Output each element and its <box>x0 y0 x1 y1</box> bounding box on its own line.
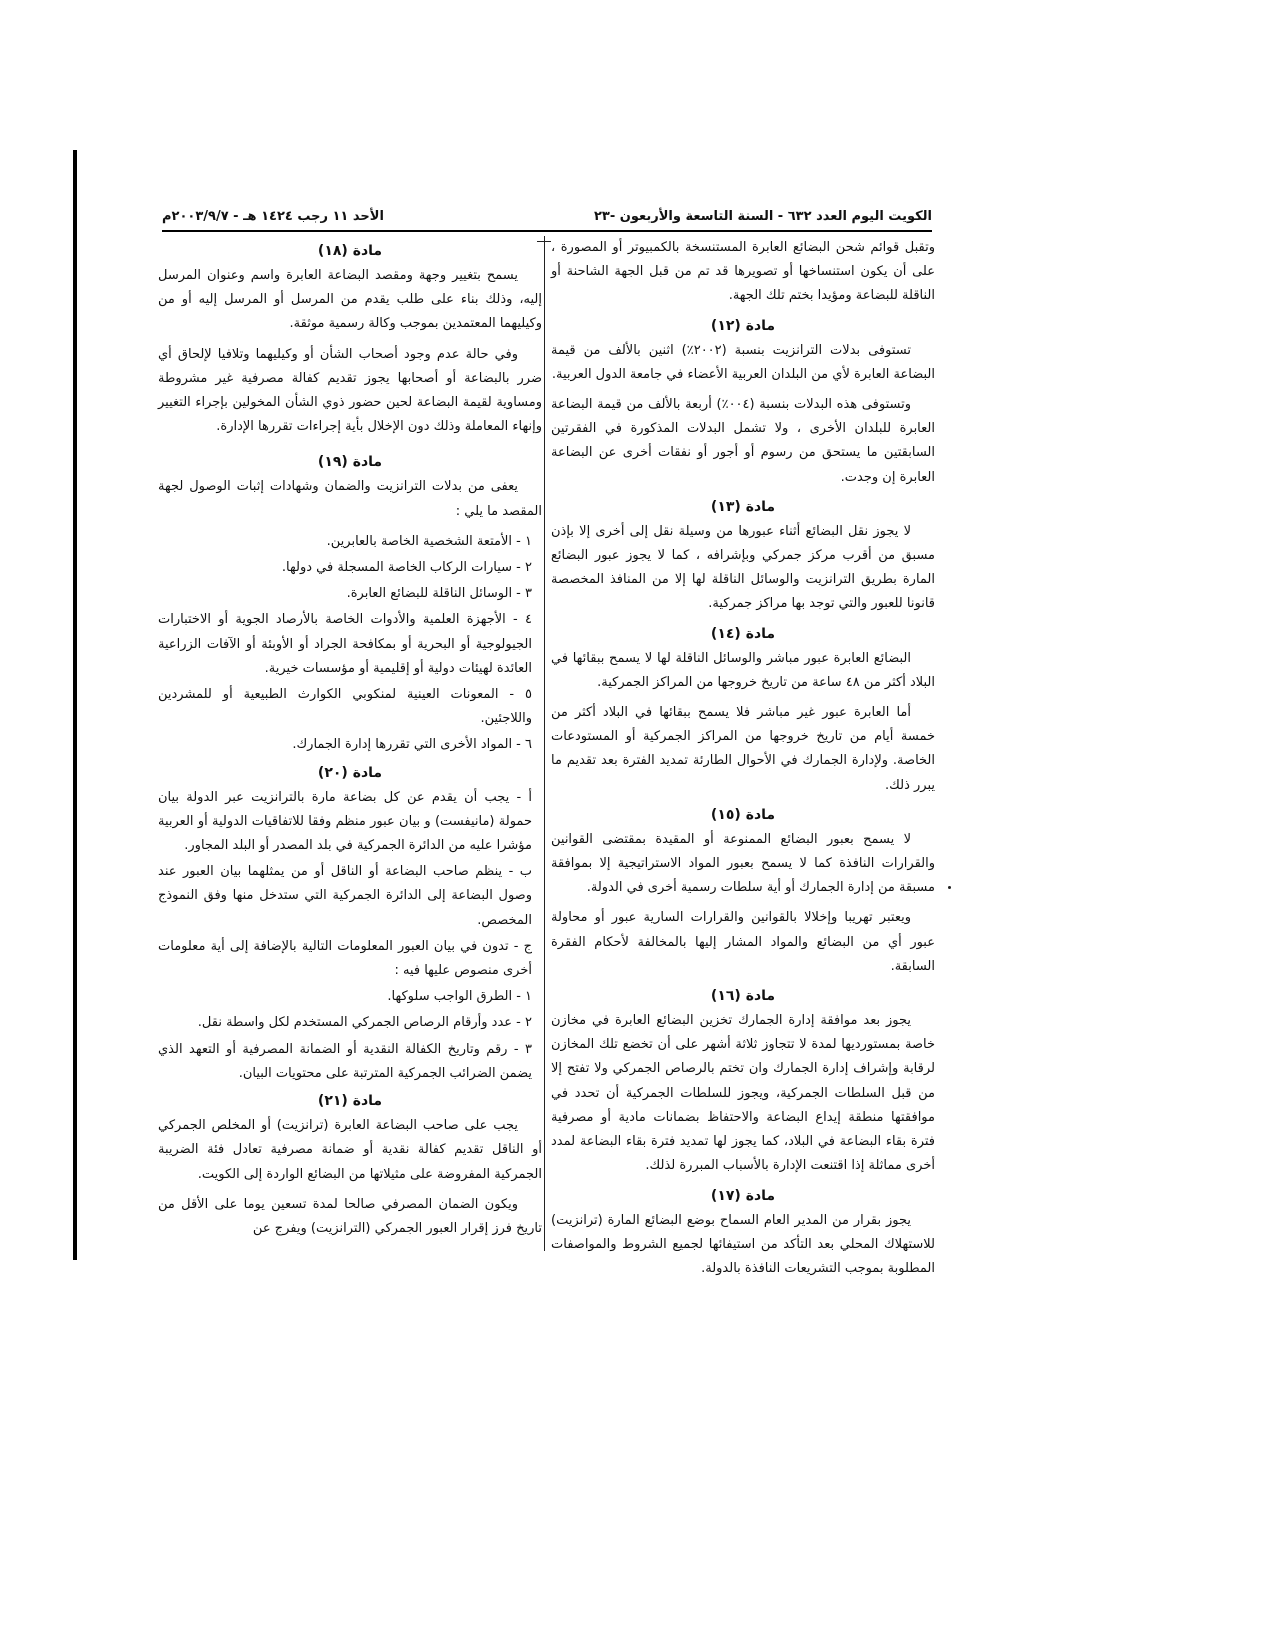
paragraph: تستوفى بدلات الترانزيت بنسبة (٢٠٠٢٪) اثنين بالألف من قيمة البضاعة العابرة لأي من البلدان العربية الأعضاء في جامعة الدول العربية. <box>551 342 935 382</box>
list-item: ب - ينظم صاحب البضاعة أو الناقل أو من يمثلهما بيان العبور عند وصول البضاعة إلى الدائرة الجمركية التي ستدخل منها وفق النموذج المخصص. <box>158 864 532 928</box>
list-item: ٢ - عدد وأرقام الرصاص الجمركي المستخدم لكل واسطة نقل. <box>197 1015 532 1031</box>
list-item: أ - يجب أن يقدم عن كل بضاعة مارة بالترانزيت عبر الدولة بيان حمولة (مانيفست) و بيان عبور منظم وفقا للاتفاقيات الدولية أو العربية مؤشرا عليه من الدائرة الجمركية في بلد المصدر أو البلد المجاور. <box>158 789 532 854</box>
list-item: ٣ - الوسائل الناقلة للبضائع العابرة. <box>346 586 532 602</box>
article-title: مادة (٢١) <box>317 1093 383 1110</box>
header-date: الأحد ١١ رجب ١٤٢٤ هـ - ٢٠٠٣/٩/٧م <box>162 208 384 224</box>
right-column <box>551 236 935 1276</box>
paragraph: يجوز بعد موافقة إدارة الجمارك تخزين البضائع العابرة في مخازن خاصة بمستورديها لمدة لا تتجاوز ثلاثة أشهر على أن تخضع تلك المخازن لرقابة وإشراف إدارة الجمارك وان تختم بالرصاص الجمركي ولا تفتح إلا من قبل السلطات الجمركية، ويجوز للسلطات الجمركية أن تحدد في موافقتها منطقة إيداع البضاعة والاحتفاظ بضمانات مادية أو مصرفية فترة بقاء البضاعة في البلاد، كما يجوز لها تمديد فترة بقاء البضاعة لمدد أخرى مماثلة إذا اقتنعت الإدارة بالأسباب المبررة لذلك. <box>551 1013 935 1174</box>
article-title: مادة (١٢) <box>710 317 776 334</box>
paragraph: يسمح بتغيير وجهة ومقصد البضاعة العابرة واسم وعنوان المرسل إليه، وذلك بناء على طلب يقدم من المرسل أو المرسل إليه أو من وكيليهما المعتمدين بموجب وكالة رسمية موثقة. <box>158 268 542 332</box>
paragraph: ويعتبر تهريبا وإخلالا بالقوانين والقرارات السارية عبور أو محاولة عبور أي من البضائع والمواد المشار إليها بالمخالفة لأحكام الفقرة السابقة. <box>551 910 935 974</box>
binding-edge-bar <box>73 150 77 1260</box>
list-item: ٥ - المعونات العينية لمنكوبي الكوارث الطبيعية أو للمشردين واللاجئين. <box>158 687 532 727</box>
list-item: ٦ - المواد الأخرى التي تقررها إدارة الجمارك. <box>292 737 532 753</box>
article-title: مادة (٢٠) <box>317 764 383 781</box>
article-title: مادة (١٣) <box>710 498 776 515</box>
paragraph: لا يجوز نقل البضائع أثناء عبورها من وسيلة نقل إلى أخرى إلا بإذن مسبق من أقرب مركز جمركي وبإشرافه ، كما لا يجوز عبور البضائع المارة بطريق الترانزيت والوسائل الناقلة لها إلا من المنافذ المخصصة قانونا للعبور والتي توجد بها مراكز جمركية. <box>551 523 935 612</box>
paragraph: وتستوفى هذه البدلات بنسبة (٠٠٤٪) أربعة بالألف من قيمة البضاعة العابرة للبلدان الأخرى ، ولا تشمل البدلات المذكورة في الفقرتين السابقتين ما يستحق من رسوم أو أجور أو نفقات أخرى عن البضاعة العابرة إن وجدت. <box>551 397 935 485</box>
list-item: ١ - الأمتعة الشخصية الخاصة بالعابرين. <box>326 533 532 549</box>
list-item: ٣ - رقم وتاريخ الكفالة النقدية أو الضمانة المصرفية أو التعهد الذي يضمن الضرائب الجمركية المترتبة على محتويات البيان. <box>158 1041 532 1081</box>
article-title: مادة (١٦) <box>710 988 776 1005</box>
article-title: مادة (١٧) <box>710 1187 776 1204</box>
article-title: مادة (١٤) <box>710 625 776 642</box>
header-issue-info: الكويت اليوم العدد ٦٣٢ - السنة التاسعة والأربعون -٢٣ <box>593 208 932 224</box>
left-column <box>158 236 542 1256</box>
article-title: مادة (١٨) <box>317 243 383 259</box>
paragraph: ويكون الضمان المصرفي صالحا لمدة تسعين يوما على الأقل من تاريخ فرز إقرار العبور الجمركي (الترانزيت) ويفرج عن <box>158 1196 542 1236</box>
list-item: ٤ - الأجهزة العلمية والأدوات الخاصة بالأرصاد الجوية أو الاختبارات الجيولوجية أو البحرية أو بمكافحة الجراد أو الأوبئة أو الآفات الزراعية العائدة لهيئات دولية أو إقليمية أو مؤسسات خيرية. <box>158 612 532 676</box>
article-title: مادة (١٩) <box>317 454 383 471</box>
header-rule <box>162 230 932 232</box>
page-header <box>162 206 932 226</box>
list-item: ١ - الطرق الواجب سلوكها. <box>387 989 532 1005</box>
paragraph: وفي حالة عدم وجود أصحاب الشأن أو وكيليهما وتلافيا لإلحاق أي ضرر بالبضاعة أو أصحابها يجوز تقديم كفالة مصرفية غير مشروطة ومساوية لقيمة البضاعة لحين حضور ذوي الشأن المخولين بإجراء التغيير وإنهاء المعاملة وذلك دون الإخلال بأية إجراءات تقررها الإدارة. <box>158 346 542 435</box>
margin-mark <box>948 886 951 889</box>
paragraph: البضائع العابرة عبور مباشر والوسائل الناقلة لها لا يسمح ببقائها في البلاد أكثر من ٤٨ ساعة من تاريخ خروجها من المراكز الجمركية. <box>551 650 935 690</box>
article-title: مادة (١٥) <box>710 806 776 823</box>
paragraph: أما العابرة عبور غير مباشر فلا يسمح ببقائها في البلاد أكثر من خمسة أيام من تاريخ خروجها من المراكز الجمركية أو المستودعات الخاصة. ولإدارة الجمارك في الأحوال الطارئة تمديد الفترة بعد تقديم ما يبرر ذلك. <box>551 705 935 793</box>
paragraph: لا يسمح بعبور البضائع الممنوعة أو المقيدة بمقتضى القوانين والقرارات النافذة كما لا يسمح بعبور المواد الاستراتيجية إلا بموافقة مسبقة من إدارة الجمارك أو أية سلطات رسمية أخرى في الدولة. <box>551 831 935 896</box>
paragraph: يعفى من بدلات الترانزيت والضمان وشهادات إثبات الوصول لجهة المقصد ما يلي : <box>158 479 542 519</box>
list-item: ج - تدون في بيان العبور المعلومات التالية بالإضافة إلى أية معلومات أخرى منصوص عليها فيه : <box>158 938 532 979</box>
paragraph: وتقبل قوائم شحن البضائع العابرة المستنسخة بالكمبيوتر أو المصورة ، على أن يكون استنساخها أو تصويرها قد تم من قبل الجهة الشاحنة أو الناقلة للبضاعة ومؤيدا بختم تلك الجهة. <box>551 240 935 304</box>
column-divider <box>544 236 545 1251</box>
paragraph: يجب على صاحب البضاعة العابرة (ترانزيت) أو المخلص الجمركي أو الناقل تقديم كفالة نقدية أو ضمانة مصرفية تعادل فئة الضريبة الجمركية المفروضة على مثيلاتها من البضائع الواردة إلى الكويت. <box>158 1118 542 1182</box>
paragraph: يجوز بقرار من المدير العام السماح بوضع البضائع المارة (ترانزيت) للاستهلاك المحلي بعد التأكد من استيفائها لجميع الشروط والمواصفات المطلوبة بموجب التشريعات النافذة بالدولة. <box>551 1212 935 1276</box>
list-item: ٢ - سيارات الركاب الخاصة المسجلة في دولها. <box>281 560 532 576</box>
